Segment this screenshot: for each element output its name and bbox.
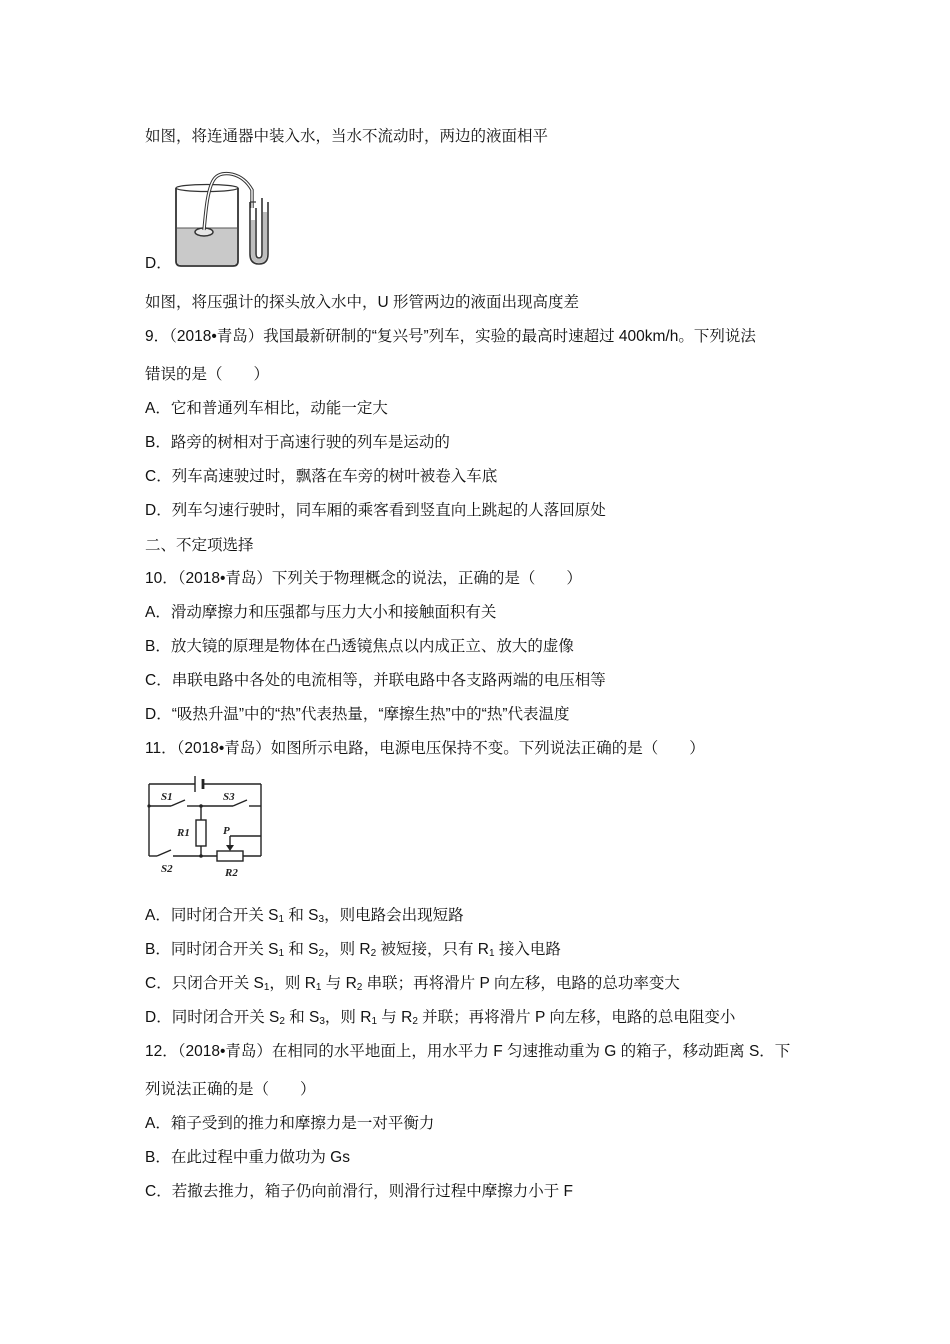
subscript: 2 bbox=[318, 948, 325, 959]
subscript: 1 bbox=[278, 914, 285, 925]
subscript: 1 bbox=[263, 982, 270, 993]
text-seg: A．同时闭合开关 S bbox=[145, 907, 279, 924]
q11-option-b bbox=[145, 940, 561, 960]
q11-option-c bbox=[145, 974, 680, 994]
subscript: 1 bbox=[315, 982, 322, 993]
subscript: 2 bbox=[412, 1016, 418, 1027]
label-p: P bbox=[223, 825, 230, 837]
q12-option-c: C．若撤去推力，箱子仍向前滑行，则滑行过程中摩擦力小于 F bbox=[145, 1183, 573, 1200]
text-seg: 接入电路 bbox=[494, 941, 561, 958]
question-12-stem: 12．（2018•青岛）在相同的水平地面上，用水平力 F 匀速推动重为 G 的箱子，移动距离 S．下 bbox=[145, 1043, 791, 1060]
question-10-stem: 10．（2018•青岛）下列关于物理概念的说法，正确的是（ ） bbox=[145, 570, 582, 587]
label-s2: S2 bbox=[161, 863, 173, 875]
text-seg: ，则 R bbox=[269, 975, 316, 992]
question-12-stem-cont: 列说法正确的是（ ） bbox=[145, 1081, 316, 1098]
pressure-gauge-figure bbox=[170, 168, 280, 270]
text-seg: 和 S bbox=[284, 907, 319, 924]
q11-option-d bbox=[145, 1008, 735, 1028]
q9-option-c: C．列车高速驶过时，飘落在车旁的树叶被卷入车底 bbox=[145, 468, 498, 485]
subscript: 3 bbox=[319, 1016, 325, 1027]
option-d-label: D． bbox=[145, 255, 172, 272]
text-seg: 和 S bbox=[284, 1009, 320, 1026]
label-s1: S1 bbox=[161, 791, 173, 803]
subscript: 2 bbox=[356, 982, 363, 993]
subscript: 2 bbox=[370, 948, 377, 959]
text-seg: D．同时闭合开关 S bbox=[145, 1009, 280, 1026]
q9-option-b: B．路旁的树相对于高速行驶的列车是运动的 bbox=[145, 434, 450, 451]
label-r1: R1 bbox=[177, 827, 190, 839]
q9-option-a: A．它和普通列车相比，动能一定大 bbox=[145, 400, 388, 417]
text-seg: ，则 R bbox=[324, 941, 371, 958]
text-seg: 与 R bbox=[321, 975, 357, 992]
q10-option-c: C．串联电路中各处的电流相等，并联电路中各支路两端的电压相等 bbox=[145, 672, 606, 689]
text-seg: 和 S bbox=[284, 941, 319, 958]
subscript: 1 bbox=[488, 948, 495, 959]
option-d-text: 如图，将压强计的探头放入水中，U 形管两边的液面出现高度差 bbox=[145, 294, 580, 311]
text-seg: C．只闭合开关 S bbox=[145, 975, 264, 992]
section-heading: 二、不定项选择 bbox=[145, 537, 254, 554]
text-seg: 并联；再将滑片 P 向左移，电路的总电阻变小 bbox=[417, 1009, 736, 1026]
subscript: 3 bbox=[318, 914, 325, 925]
text-seg: 与 R bbox=[377, 1009, 413, 1026]
subscript: 1 bbox=[371, 1016, 377, 1027]
question-9-stem-cont: 错误的是（ ） bbox=[145, 366, 270, 383]
text-seg: 串联；再将滑片 P 向左移，电路的总功率变大 bbox=[362, 975, 680, 992]
q10-option-d: D．“吸热升温”中的“热”代表热量，“摩擦生热”中的“热”代表温度 bbox=[145, 706, 570, 723]
q10-option-b: B．放大镜的原理是物体在凸透镜焦点以内成正立、放大的虚像 bbox=[145, 638, 574, 655]
text-seg: ，则电路会出现短路 bbox=[324, 907, 464, 924]
option-c-text: 如图，将连通器中装入水，当水不流动时，两边的液面相平 bbox=[145, 128, 549, 145]
label-s3: S3 bbox=[223, 791, 235, 803]
q12-option-a: A．箱子受到的推力和摩擦力是一对平衡力 bbox=[145, 1115, 435, 1132]
subscript: 2 bbox=[279, 1016, 285, 1027]
q11-option-a bbox=[145, 906, 464, 926]
q10-option-a: A．滑动摩擦力和压强都与压力大小和接触面积有关 bbox=[145, 604, 497, 621]
label-r2: R2 bbox=[225, 867, 238, 879]
q9-option-d: D．列车匀速行驶时，同车厢的乘客看到竖直向上跳起的人落回原处 bbox=[145, 502, 606, 519]
text-seg: B．同时闭合开关 S bbox=[145, 941, 279, 958]
subscript: 1 bbox=[278, 948, 285, 959]
q12-option-b: B．在此过程中重力做功为 Gs bbox=[145, 1149, 350, 1166]
circuit-diagram bbox=[143, 768, 273, 880]
text-seg: ，则 R bbox=[324, 1009, 372, 1026]
question-9-stem: 9．（2018•青岛）我国最新研制的“复兴号”列车，实验的最高时速超过 400km/h。下列说法 bbox=[145, 328, 756, 345]
question-11-stem: 11．（2018•青岛）如图所示电路，电源电压保持不变。下列说法正确的是（ ） bbox=[145, 740, 705, 757]
text-seg: 被短接，只有 R bbox=[376, 941, 489, 958]
